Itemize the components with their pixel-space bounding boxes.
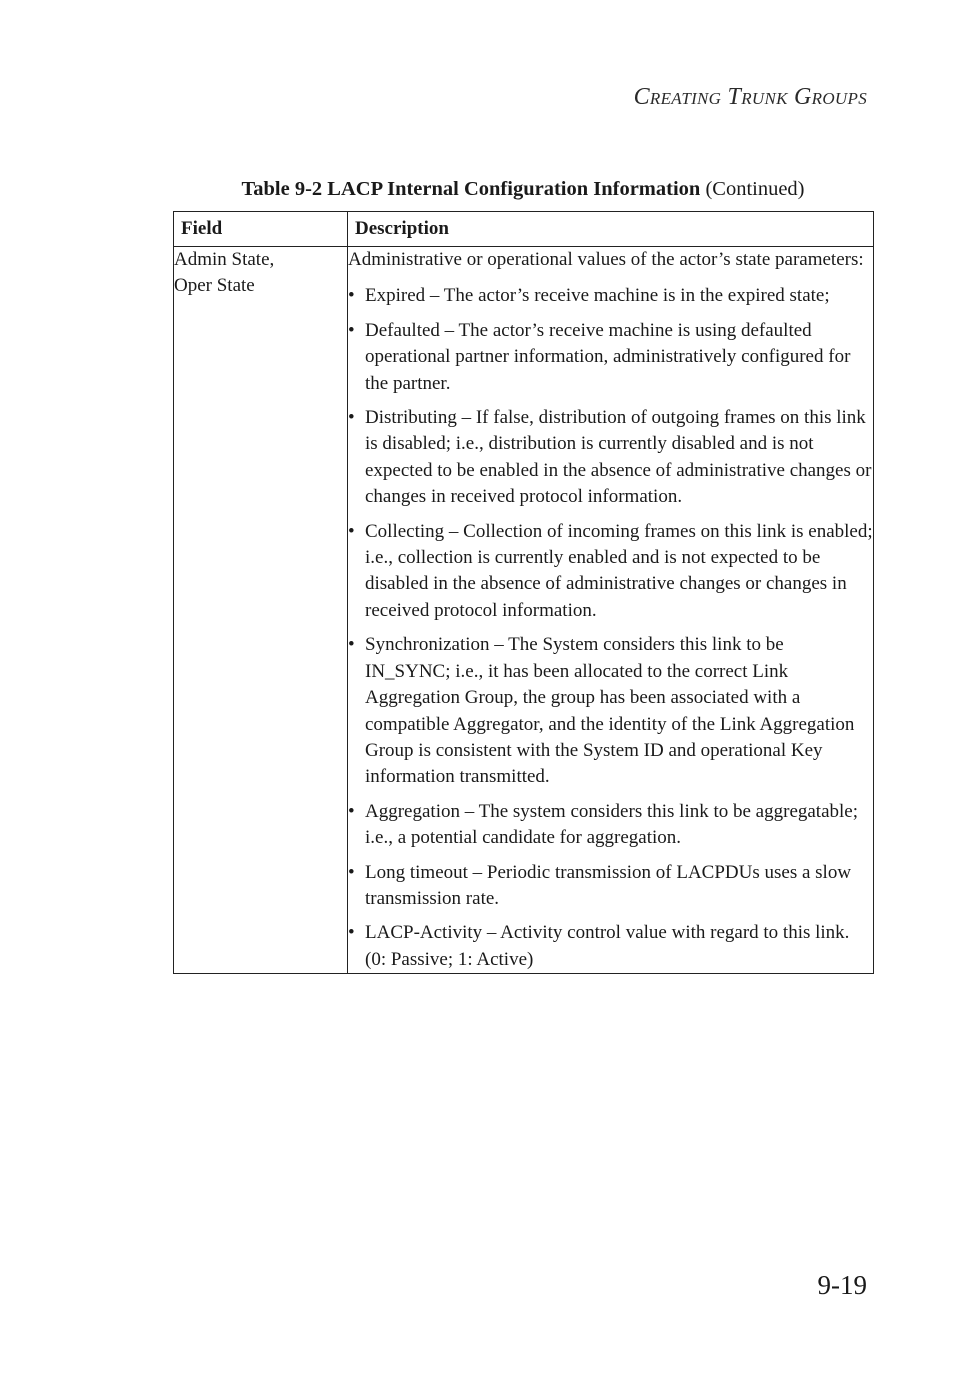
running-head: Creating Trunk Groups [633,84,867,110]
bullet-text: Distributing – If false, distribution of outgoing frames on this link is disabled; i.e., distribution is currently disabled and is not expected to be enabled in the absence of administrative changes or changes in received protocol information. [365,407,872,508]
bullet-text: Collecting – Collection of incoming frames on this link is enabled; i.e., collection is currently enabled and is not expected to be disabled in the absence of administrative changes or changes in received protocol information. [365,520,873,621]
bullet-item-defaulted [348,318,873,397]
bullet-icon: • [348,285,355,307]
bullet-icon: • [348,800,355,822]
bullet-item-aggregation [348,799,873,852]
bullet-text: Long timeout – Periodic transmission of LACPDUs uses a slow transmission rate. [365,861,852,909]
bullet-text: Aggregation – The system considers this link to be aggregatable; i.e., a potential candidate for aggregation. [365,800,859,849]
field-cell [174,247,348,974]
bullet-text: Expired – The actor’s receive machine is in the expired state; [365,285,830,307]
bullet-item-expired [348,283,873,309]
table-row [174,247,874,974]
bullet-icon: • [348,407,355,429]
bullet-icon: • [348,922,355,944]
bullet-icon: • [348,520,355,542]
bullet-text: Defaulted – The actor’s receive machine is using defaulted operational partner information, administratively configured for the partner. [365,319,851,394]
table-caption-label: Table 9-2 LACP Internal Configuration Information [241,178,701,200]
table-header-row [174,212,874,247]
column-header-description: Description [348,212,874,247]
description-intro: Administrative or operational values of the actor’s state parameters: [348,249,864,270]
bullet-item-lacp-activity [348,920,873,973]
bullet-icon: • [348,634,355,656]
bullet-icon: • [348,861,355,883]
column-header-field: Field [174,212,348,247]
field-name-line: Oper State [174,275,255,297]
bullet-text: Synchronization – The System considers this link to be IN_SYNC; i.e., it has been allocated to the correct Link Aggregation Group, the group has been associated with a compatible Aggregator, and the identity of the Link Aggregation Group is consistent with the System ID and operational Key information transmitted. [365,634,855,788]
bullet-icon: • [348,319,355,341]
state-bullet-list [348,283,873,973]
bullet-item-distributing [348,405,873,511]
description-cell [348,247,874,974]
table-caption-suffix: (Continued) [705,178,805,200]
bullet-item-collecting [348,519,873,625]
bullet-item-synchronization [348,632,873,790]
lacp-config-table [173,211,874,974]
bullet-item-long-timeout [348,860,873,913]
bullet-text: LACP-Activity – Activity control value with regard to this link. (0: Passive; 1: Active) [365,922,850,970]
table-caption [173,178,873,201]
field-name-line: Admin State, [174,249,275,270]
page-number: 9-19 [817,1270,867,1300]
